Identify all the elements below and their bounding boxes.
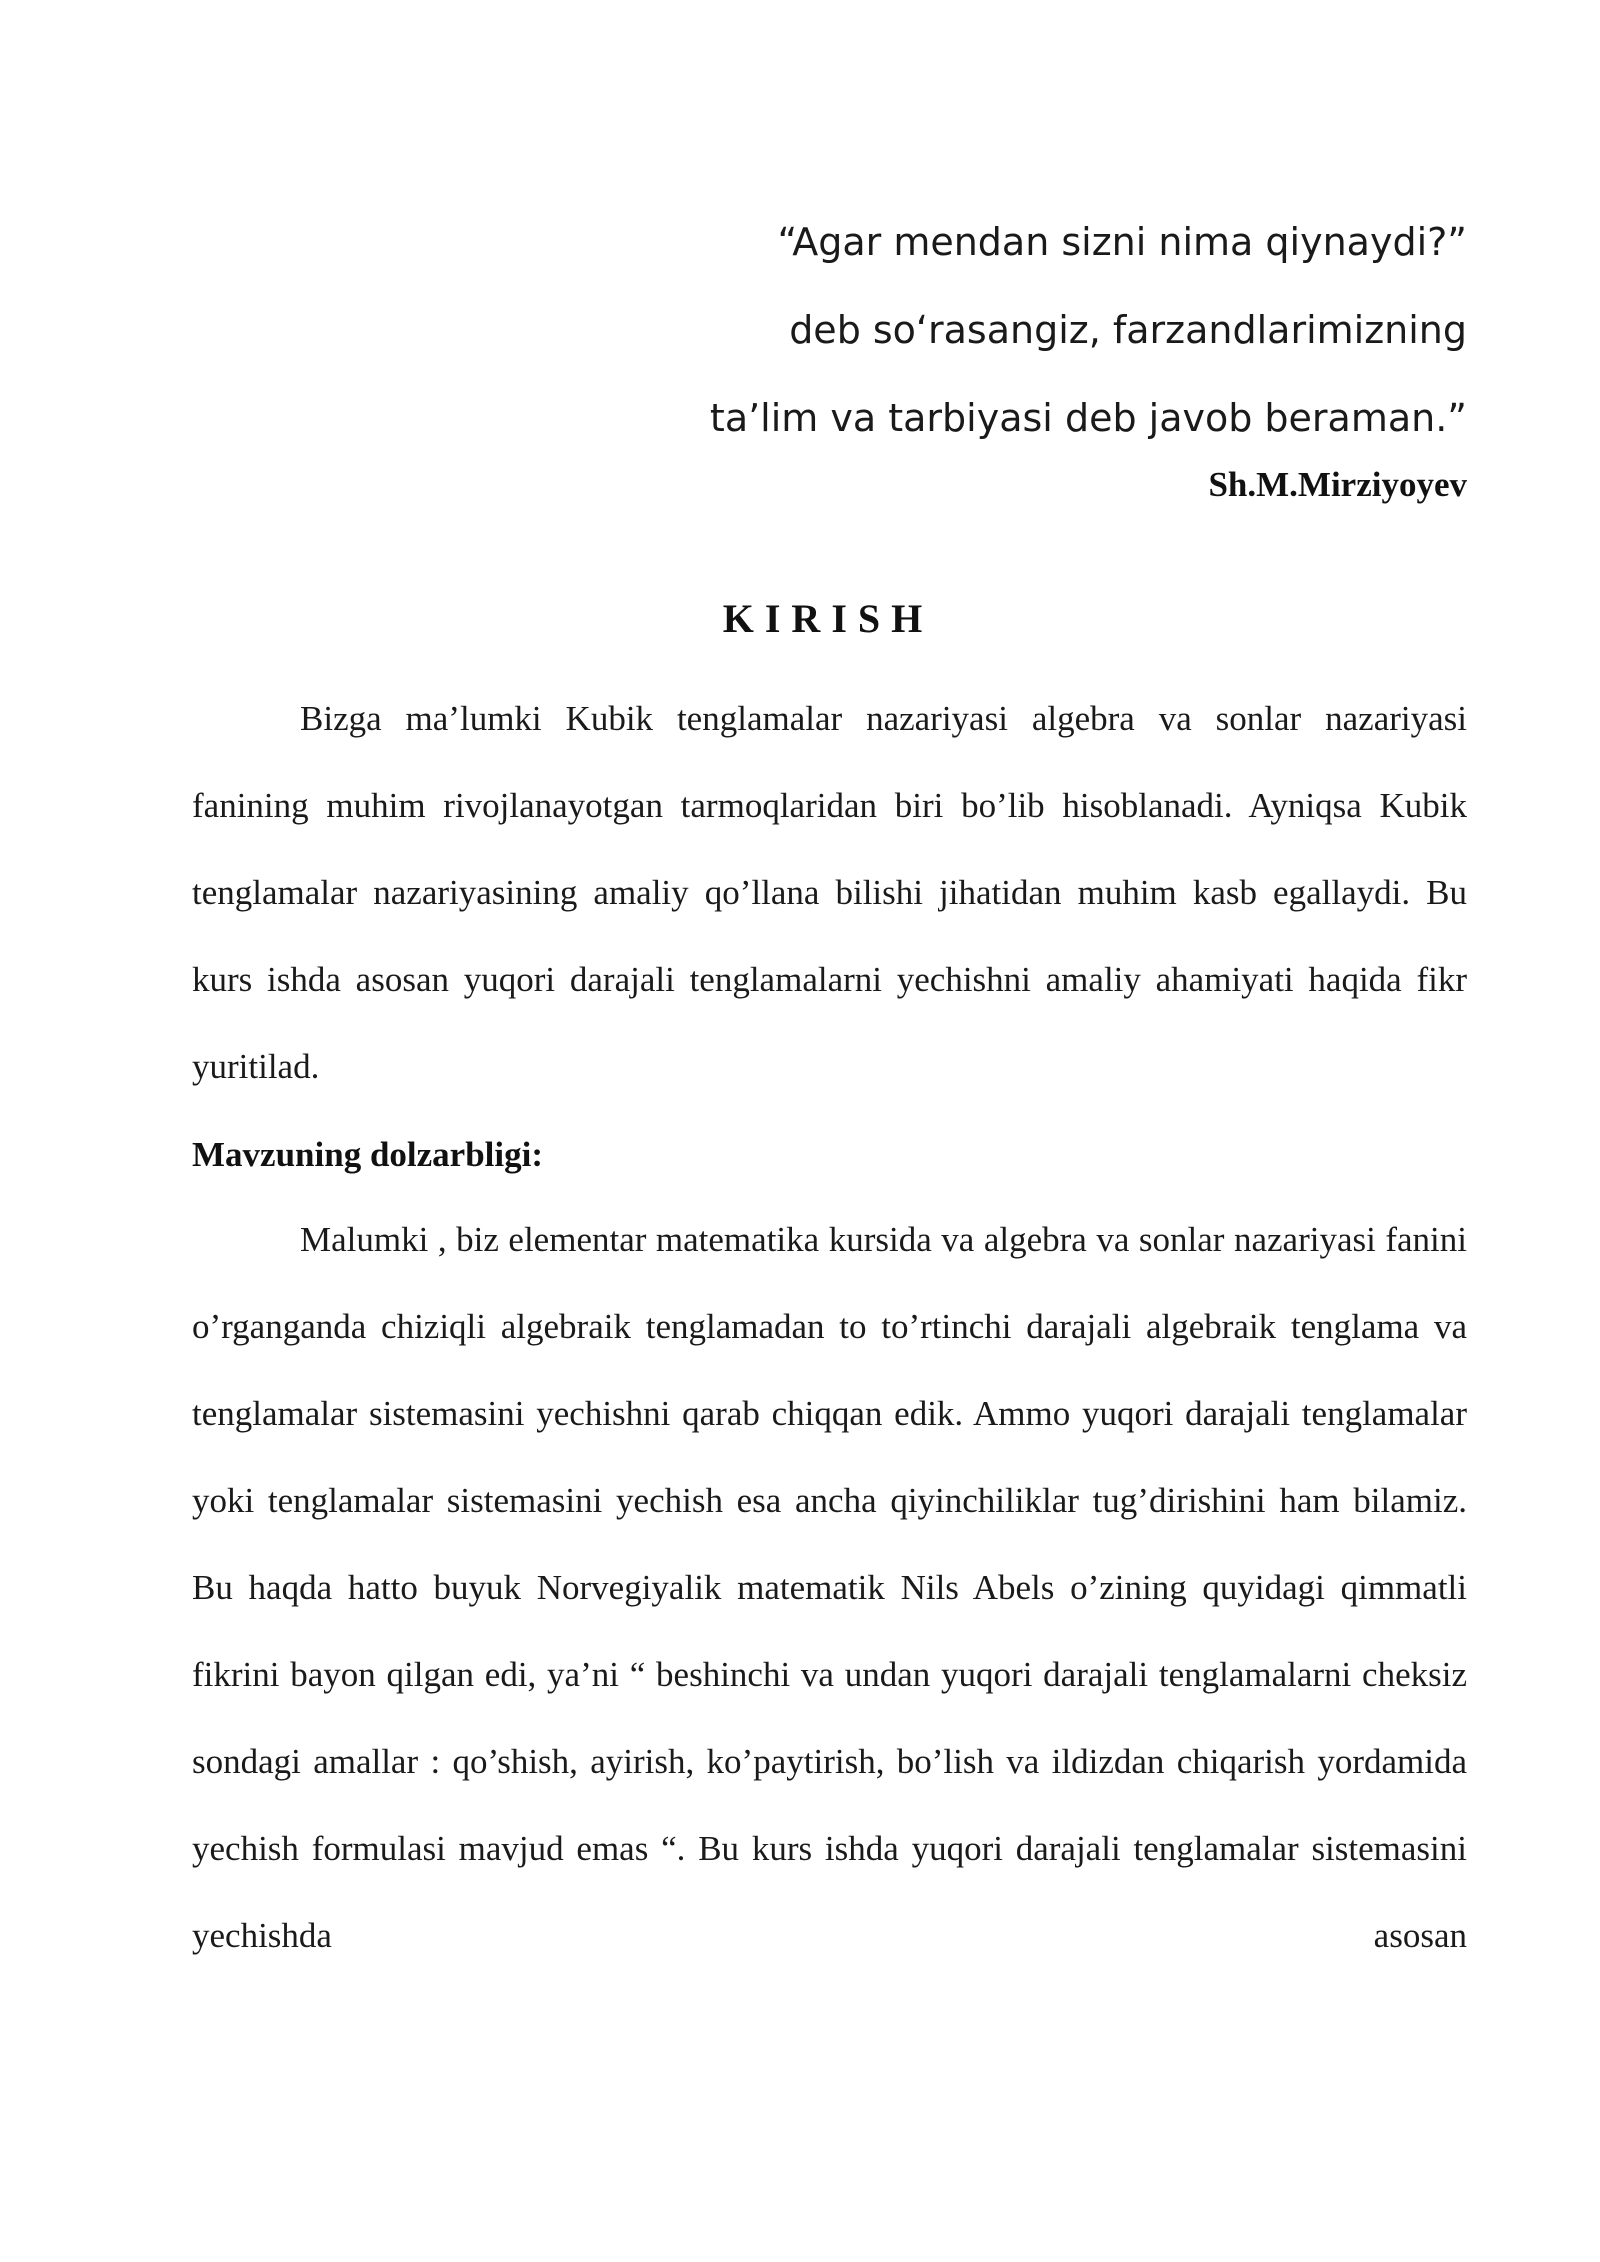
section-heading: KIRISH bbox=[722, 596, 934, 641]
epigraph-author: Sh.M.Mirziyoyev bbox=[1208, 465, 1467, 504]
intro-paragraph: Bizga ma’lumki Kubik tenglamalar nazariyasi algebra va sonlar nazariyasi fanining muhim rivojlanayotgan tarmoqlaridan biri bo’lib hisoblanadi. Ayniqsa Kubik tenglamalar nazariyasining amaliy qo’llana bilishi jihatidan muhim kasb egallaydi. Bu kurs ishda asosan yuqori darajali tenglamalarni yechishni amaliy ahamiyati haqida fikr yuritilad. bbox=[192, 699, 1467, 1086]
epigraph-line-2: deb so‘rasangiz, farzandlarimizning bbox=[789, 308, 1467, 352]
epigraph-quote bbox=[467, 198, 1467, 462]
subsection-paragraph: Malumki , biz elementar matematika kursida va algebra va sonlar nazariyasi fanini o’rganganda chiziqli algebraik tenglamadan to to’rtinchi darajali algebraik tenglama va tenglamalar sistemasini yechishni qarab chiqqan edik. Ammo yuqori darajali tenglamalar yoki tenglamalar sistemasini yechish esa ancha qiyinchiliklar tug’dirishini ham bilamiz. Bu haqda hatto buyuk Norvegiyalik matematik Nils Abels o’zining quyidagi qimmatli fikrini bayon qilgan edi, ya’ni “ beshinchi va undan yuqori darajali tenglamalarni cheksiz sondagi amallar : qo’shish, ayirish, ko’paytirish, bo’lish va ildizdan chiqarish yordamida yechish formulasi mavjud emas “. Bu kurs ishda yuqori darajali tenglamalar sistemasini yechishda asosan bbox=[192, 1220, 1467, 1955]
epigraph-line-1: “Agar mendan sizni nima qiynaydi?” bbox=[777, 220, 1467, 264]
subsection-title: Mavzuning dolzarbligi: bbox=[192, 1135, 543, 1174]
epigraph-line-3: ta’lim va tarbiyasi deb javob beraman.” bbox=[709, 396, 1467, 440]
